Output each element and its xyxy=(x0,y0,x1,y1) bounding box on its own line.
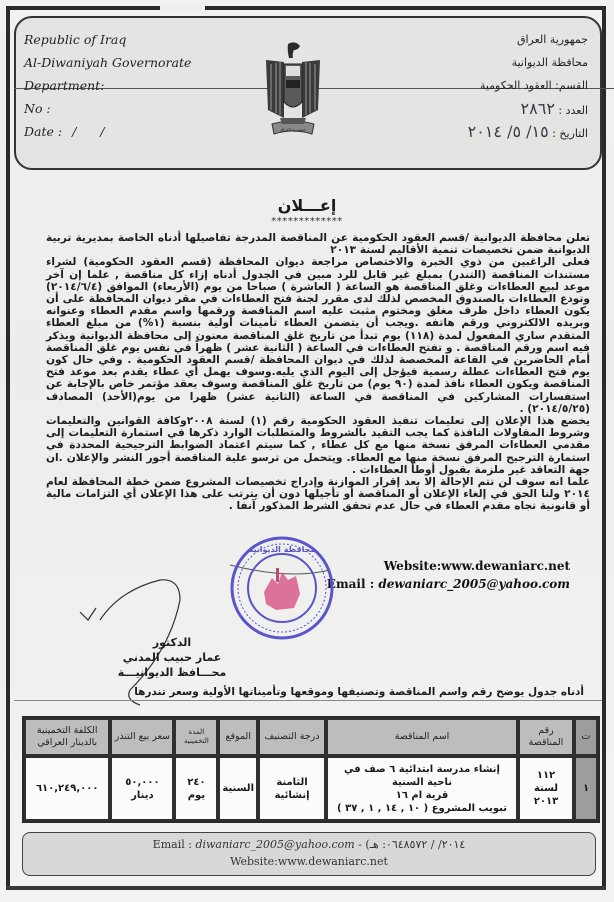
footer-contact-line xyxy=(23,836,595,853)
number-row-ar xyxy=(468,97,588,120)
frame-border-right xyxy=(602,8,606,888)
paragraph-conditions: علما انه سوف لن تتم الإحالة إلا بعد إقرار الموازنة وإدراج تخصيصات المشروع ضمن خطة المحافظة لعام ٢٠١٤ ولنا الحق في إلغاء الإعلان أو المناقصة أو تأجيلها دون أن يترتب على هذا الإعلان أي التزامات مالية أو قانونية تجاه مقدم العطاء في حال عدم تحقق الشرط المذكور آنفا . xyxy=(46,476,590,513)
iraq-eagle-emblem-icon xyxy=(262,40,324,152)
tender-name-line: إنشاء مدرسة ابتدائية ٦ صف في ناحية السنية xyxy=(344,763,500,788)
number-label-en: No : xyxy=(24,101,51,116)
title-stars-divider: ************* xyxy=(271,216,343,227)
table-row xyxy=(24,756,598,821)
announcement-contacts xyxy=(327,557,570,593)
email-row xyxy=(327,575,570,593)
department-ar: القسم: العقود الحكومية xyxy=(479,79,588,92)
footer-separator: - xyxy=(354,838,366,851)
cell-index: ١ xyxy=(574,756,598,821)
date-row-en xyxy=(24,120,191,143)
footer-website-link[interactable]: Website:www.dewaniarc.net xyxy=(230,855,388,868)
header-classification: درجة التصنيف xyxy=(258,718,326,756)
caption-underline xyxy=(14,700,602,701)
cell-tender-price xyxy=(110,756,174,821)
cell-duration xyxy=(174,756,218,821)
footer-email-link[interactable]: diwaniarc_2005@yahoo.com xyxy=(195,838,355,851)
email-label: Email : xyxy=(326,577,379,591)
date-value-en: / / xyxy=(72,124,115,139)
paragraph-submission: فعلى الراغبين من ذوي الخبرة والاختصاص مراجعة ديوان المحافظة (قسم العقود الحكومية) لشراء مستندات المناقصة (التندر) بمبلغ غير قابل للرد مبين في الجدول أدناه إزاء كل مناقصة , علما إن آخر موعد لبيع العطاءات وغلق المناقصة هو الساعة ( العاشرة ) صباحا من يوم (الأربعاء) الموافق (٢٠١٤/٦/٤) وتودع العطاءات بالصندوق المخصص لذلك لدى مقرر لجنة فتح العطاءات في مقر ديوان المحافظة على أن يكون العطاء داخل ظرف مغلق ومختوم مثبت عليه اسم المناقصة ورقمها واسم مقدم العطاء وعنوانه وبريده الالكتروني ورقم هاتفه .ويجب أن يتضمن العطاء تأمينات أولية بنسبة (١%) من مبلغ العطاء المتقدم ساري المفعول لمدة (١١٨) يوم تبدأ من تاريخ غلق المناقصة معنون إلى محافظة الديوانية ويذكر فيه اسم ورقم المناقصة . و تفتح العطاءات في الساعة ( الثانية عشر ) ظهراً في نفس يوم غلق المناقصة أمام الحاضرين في القاعة المخصصة لذلك في ديوان المحافظة /قسم العقود الحكومية . وفي حال كون يوم فتح العطاءات عطلة رسمية فيؤجل إلى اليوم الذي يليه.وسوف يهمل أي عطاء يقدم بعد موعد فتح المناقصة ويكون العطاء نافذ لمدة (٩٠ يوم) من تاريخ غلق المناقصة وسوف يعقد مؤتمر خاص بالإجابة عن استفسارات المشاركين في المناقصة في الساعة (الثانية عشر) ظهرا من يوم(الأحد) المصادف (٢٠١٤/٥/٢٥) . xyxy=(46,256,590,415)
paragraph-intro: تعلن محافظة الديوانية /قسم العقود الحكومية عن المناقصة المدرجة تفاصيلها أدناه الخاصة بمديرية تربية الديوانية ضمن تخصيصات تنمية الأقاليم لسنة ٢٠١٣ xyxy=(46,232,590,257)
paragraph-regulations: يخضع هذا الإعلان إلى تعليمات تنفيذ العقود الحكومية رقم (١) لسنة ٢٠٠٨وكافة القوانين والتعليمات وشروط المقاولات النافذة كما يجب التقيد بالشروط والمتطلبات الوارد ذكرها في استمارة التعليمات إلى مقدمي العطاءات المرفق نسخة منها مع كل عطاء , كما سيتم اعتماد الضوابط الترجيحية المحددة في استمارة الترجيح المرفق نسخة منها مع العطاء. ويتحمل من ترسو علية المناقصة أجور النشر والإعلان .ان جهة التعاقد غير ملزمة بقبول أوطأ العطاءات . xyxy=(46,415,590,476)
duration-unit: يوم xyxy=(187,789,206,801)
frame-border-left xyxy=(6,6,10,886)
frame-gap xyxy=(160,5,205,11)
tender-number-year-label: لسنة xyxy=(533,783,559,794)
classification-type: إنشائية xyxy=(274,789,310,801)
header-estimated-cost: الكلفة التخمينية بالدينار العراقي xyxy=(24,718,110,756)
header-index: ت xyxy=(574,718,598,756)
date-label-ar: التاريخ : xyxy=(552,127,588,140)
cell-location: السنية xyxy=(218,756,258,821)
frame-border-bottom xyxy=(6,886,606,890)
email-link[interactable]: dewaniarc_2005@yahoo.com xyxy=(378,577,570,591)
cell-tender-number xyxy=(518,756,574,821)
stamp-text: محافظة الديوانية xyxy=(248,545,316,554)
number-label-ar: العدد : xyxy=(558,104,588,117)
tender-table xyxy=(22,716,600,823)
letterhead-english xyxy=(24,28,191,143)
tender-village-line: قرية ام ١٦ xyxy=(395,789,449,801)
letterhead-arabic xyxy=(468,28,588,143)
tender-number-value: ١١٢ xyxy=(536,770,556,781)
tender-price-value: ٥٠,٠٠٠ xyxy=(125,776,160,788)
tender-code-line: تبويب المشروع ( ١٠ , ١٤ , ١ , ٣٧ ) xyxy=(337,802,507,814)
emblem-caption: جمهورية العراق xyxy=(280,127,306,132)
header-location: الموقع xyxy=(218,718,258,756)
duration-value: ٢٤٠ xyxy=(187,776,206,788)
footer-email-label: Email : xyxy=(152,838,196,851)
cell-classification xyxy=(258,756,326,821)
governorate-seal-stamp-icon xyxy=(228,534,336,642)
announcement-body xyxy=(46,232,590,513)
classification-grade: الثامنة xyxy=(276,776,308,788)
footer-phone-date: (٢٠١٤/ / ٠٦٤٨٥٧٢: هـ xyxy=(365,838,466,851)
table-caption: أدناه جدول يوضح رقم واسم المناقصة وتصنيفها وموقعها وتأميناتها الأولية وسعر تندرها xyxy=(134,686,584,698)
date-value-ar: ١٥/ ٥/ ٢٠١٤ xyxy=(467,122,549,141)
cell-tender-name xyxy=(326,756,518,821)
footer-box xyxy=(22,832,596,876)
table-header-row xyxy=(24,718,598,756)
header-tender-price: سعر بيع التندر xyxy=(110,718,174,756)
governorate-en: Al-Diwaniyah Governorate xyxy=(24,55,192,70)
frame-border-top xyxy=(6,6,606,10)
country-ar: جمهورية العراق xyxy=(516,33,588,46)
country-en: Republic of Iraq xyxy=(24,32,127,47)
signatory-block xyxy=(92,635,252,680)
cell-estimated-cost: ٦١٠,٢٤٩,٠٠٠ xyxy=(24,756,110,821)
date-row-ar xyxy=(468,120,588,143)
website-link[interactable]: Website:www.dewaniarc.net xyxy=(383,559,570,573)
tender-number-year: ٢٠١٣ xyxy=(533,796,559,807)
signatory-name: عمار حبيب المدني xyxy=(122,651,222,664)
header-tender-name: اسم المناقصة xyxy=(326,718,518,756)
tender-price-currency: دينار xyxy=(131,789,154,801)
department-label-en: Department: xyxy=(24,78,105,93)
date-label-en: Date : xyxy=(24,124,63,139)
header-duration: المدة التخمينية xyxy=(174,718,218,756)
announcement-title: إعـــلان xyxy=(277,196,337,215)
header-tender-number: رقم المناقصة xyxy=(518,718,574,756)
governorate-ar: محافظة الديوانية xyxy=(511,56,588,69)
signatory-position: محـــافظ الديوانيـــة xyxy=(117,666,227,679)
signatory-title: الدكتور xyxy=(152,636,192,649)
number-value-ar: ٢٨٦٢ xyxy=(520,99,555,118)
